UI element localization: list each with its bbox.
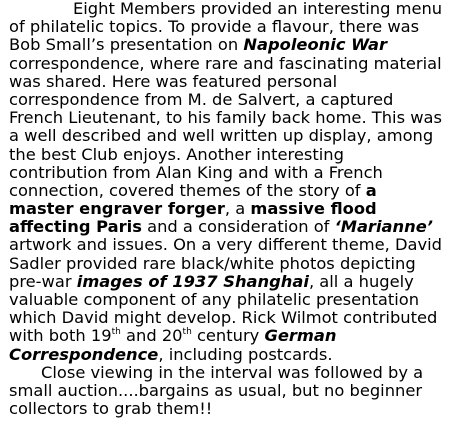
text-run: valuable component of any philatelic presentation — [9, 290, 420, 309]
text-line — [9, 218, 450, 236]
text-line — [9, 291, 450, 309]
emphasis-shanghai: images of 1937 Shanghai — [76, 271, 309, 291]
text-run: pre-war — [9, 271, 77, 291]
text-line — [9, 255, 450, 273]
text-run: small auction....bargains as usual, but no beginner — [9, 380, 423, 400]
text-run: correspondence, where rare and fascinating material — [9, 53, 442, 73]
text-run: , a — [224, 199, 251, 219]
emphasis-german: German — [264, 326, 337, 346]
text-line — [9, 346, 450, 364]
emphasis-correspondence: Correspondence — [9, 344, 159, 364]
text-line — [9, 146, 450, 164]
superscript-ordinal: th — [182, 326, 192, 337]
text-run: the best Club enjoys. Another interesting — [9, 144, 344, 164]
paragraph-member-presentations — [9, 0, 450, 364]
text-run: French Lieutenant, to his family back home. This was — [9, 108, 443, 128]
text-run: century — [191, 326, 265, 346]
text-run: and 20 — [120, 326, 183, 346]
superscript-ordinal: th — [111, 326, 121, 337]
text-run: connection, covered themes of the story of — [9, 180, 366, 200]
text-line — [9, 182, 450, 200]
paragraph-auction — [9, 364, 450, 419]
text-run: Sadler provided rare black/white photos depicting — [9, 253, 416, 273]
text-line — [9, 382, 450, 400]
text-line — [9, 327, 450, 345]
emphasis-massive-flood: massive flood — [250, 199, 377, 219]
text-run: Close viewing in the interval was followed by a — [41, 362, 424, 382]
emphasis-marianne: ‘Marianne’ — [334, 217, 433, 237]
text-line — [9, 0, 450, 18]
text-run: which David might develop. Rick Wilmot contributed — [9, 308, 438, 328]
text-line — [9, 236, 450, 254]
text-run: Bob Small’s presentation on — [9, 35, 244, 55]
text-run: artwork and issues. On a very different theme, David — [9, 235, 442, 255]
text-line — [9, 55, 450, 73]
text-run: , all a hugely — [308, 271, 414, 291]
text-run: , including postcards. — [158, 344, 333, 364]
text-run: and a consideration of — [141, 217, 335, 237]
emphasis-affecting-paris: affecting Paris — [9, 217, 142, 237]
text-run: of philatelic topics. To provide a flavour, there was — [9, 17, 420, 37]
text-run: was shared. Here was featured personal — [9, 71, 338, 91]
text-line — [9, 400, 450, 418]
text-line — [9, 18, 450, 36]
text-line — [9, 200, 450, 218]
text-line — [9, 91, 450, 109]
text-line — [9, 36, 450, 54]
text-run: Eight Members provided an interesting menu — [73, 0, 443, 18]
text-run: with both 19 — [9, 326, 112, 346]
text-run: contribution from Alan King and with a French — [9, 162, 383, 182]
text-line — [9, 309, 450, 327]
text-run: collectors to grab them!! — [9, 399, 213, 419]
text-line — [9, 273, 450, 291]
text-line — [9, 364, 450, 382]
text-run: correspondence from M. de Salvert, a captured — [9, 89, 394, 109]
emphasis-napoleonic-war: Napoleonic War — [243, 35, 388, 55]
text-run: a well described and well written up display, among — [9, 126, 434, 146]
text-line — [9, 164, 450, 182]
emphasis-text: a — [365, 180, 377, 200]
text-line — [9, 109, 450, 127]
text-line — [9, 73, 450, 91]
emphasis-master-engraver-forger: master engraver forger — [9, 199, 225, 219]
text-line — [9, 127, 450, 145]
